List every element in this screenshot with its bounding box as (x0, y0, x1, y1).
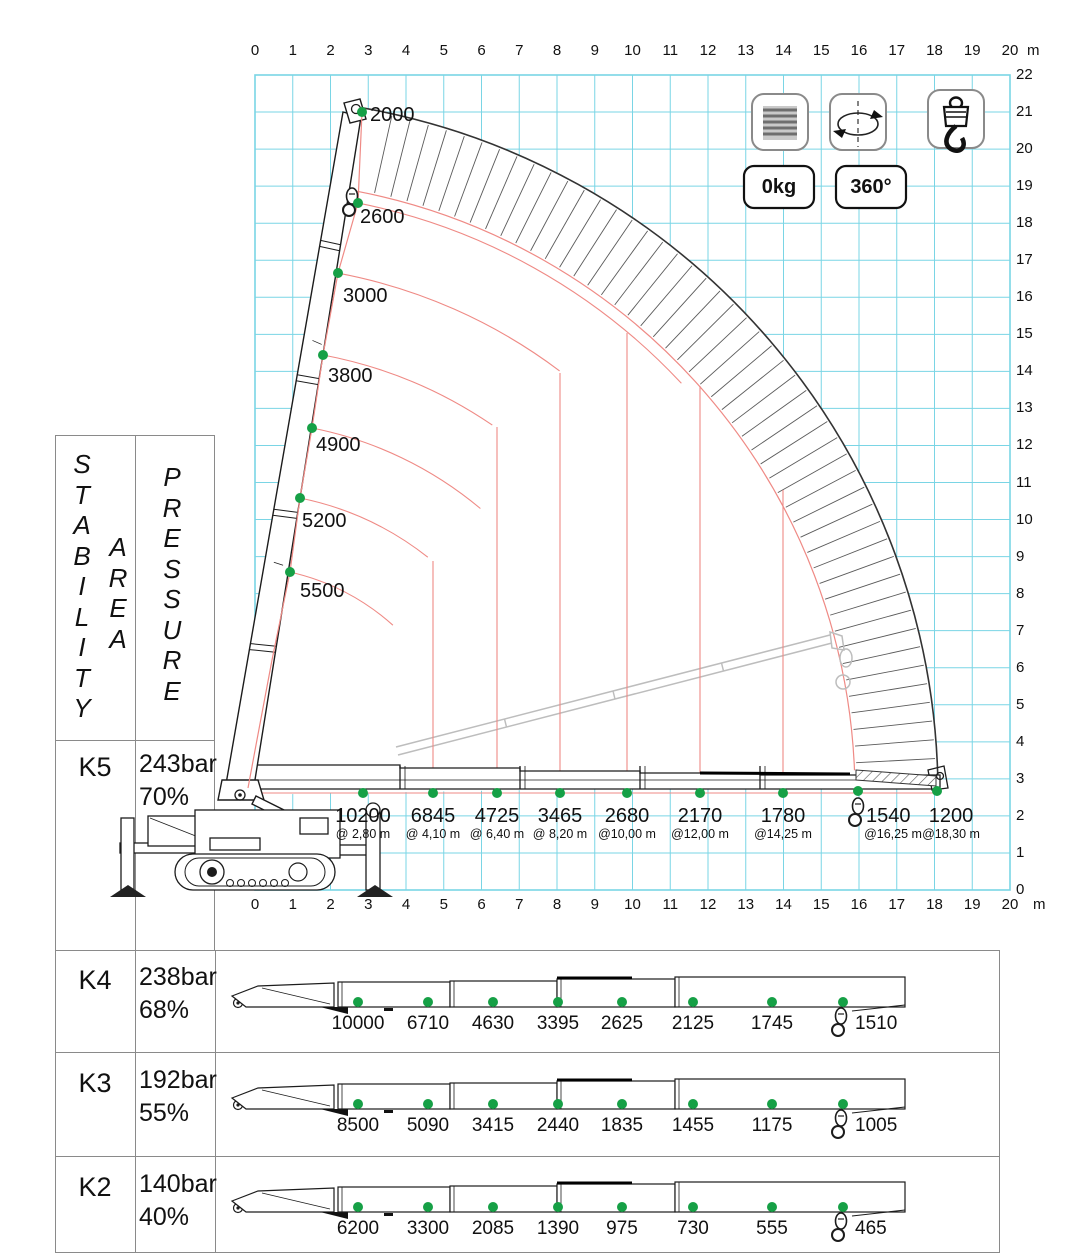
y-axis-tick: 9 (1016, 547, 1025, 565)
outreach-load-label: 10200 (335, 805, 391, 827)
row-load-label: 1455 (671, 1115, 715, 1136)
y-axis-tick: 6 (1016, 658, 1025, 676)
row-load-label: 2625 (600, 1013, 644, 1034)
x-axis-tick-bottom: 2 (326, 896, 335, 913)
y-axis-tick: 10 (1016, 510, 1033, 528)
load-point (423, 1099, 433, 1109)
load-point (617, 1202, 627, 1212)
x-axis-tick-top: 9 (590, 42, 599, 59)
row-load-label: 1510 (855, 1013, 898, 1034)
x-axis-unit-bottom: m (1033, 896, 1046, 913)
x-axis-tick-bottom: 11 (662, 896, 679, 913)
x-axis-tick-top: 2 (326, 42, 335, 59)
config-k5-pressure: 243bar (139, 750, 217, 778)
area-label: A R E A (108, 532, 128, 654)
x-axis-tick-bottom: 13 (737, 896, 755, 913)
load-point (358, 788, 368, 798)
load-point (492, 788, 502, 798)
config-k2-key: K2 (78, 1172, 112, 1202)
y-axis-tick: 7 (1016, 621, 1025, 639)
config-k3-stability: 55% (139, 1099, 190, 1127)
pressure-label: P R E S S U R E (162, 462, 182, 706)
x-axis-tick-bottom: 15 (812, 896, 830, 913)
x-axis-tick-bottom: 14 (775, 896, 792, 913)
row-load-label: 4630 (471, 1013, 515, 1034)
x-axis-tick-top: 6 (477, 42, 486, 59)
x-axis-tick-bottom: 3 (364, 896, 373, 913)
load-point (838, 1202, 848, 1212)
y-axis-tick: 20 (1016, 140, 1033, 158)
load-point (333, 268, 343, 278)
rotation-360-icon[interactable] (830, 94, 886, 150)
row-load-label: 5090 (406, 1115, 450, 1136)
y-axis-tick: 16 (1016, 288, 1033, 306)
config-k5-stability: 70% (139, 783, 190, 811)
config-k4-key: K4 (78, 965, 112, 995)
x-axis-tick-bottom: 16 (850, 896, 868, 913)
load-point (553, 1202, 563, 1212)
boom-load-label: 4900 (316, 434, 361, 456)
row-load-label: 2085 (471, 1218, 515, 1239)
load-point (838, 997, 848, 1007)
x-axis-tick-top: 3 (364, 42, 373, 59)
config-k2-stability: 40% (139, 1203, 190, 1231)
y-axis-tick: 1 (1016, 843, 1025, 861)
x-axis-tick-top: 0 (250, 42, 260, 59)
y-axis-tick: 18 (1016, 214, 1033, 232)
load-point (767, 1099, 777, 1109)
outreach-distance-label: @16,25 m (864, 827, 922, 841)
row-load-label: 8500 (336, 1115, 380, 1136)
load-point (838, 1099, 848, 1109)
x-axis-tick-top: 13 (737, 42, 755, 59)
config-k3-pressure: 192bar (139, 1066, 217, 1094)
x-axis-tick-bottom: 19 (963, 896, 981, 913)
boom-load-label: 5200 (302, 510, 347, 532)
load-point (285, 567, 295, 577)
y-axis-tick: 8 (1016, 584, 1025, 602)
boom-load-label: 5500 (300, 580, 345, 602)
y-axis-tick: 13 (1016, 399, 1033, 417)
load-point (423, 1202, 433, 1212)
load-point (767, 997, 777, 1007)
y-axis-tick: 2 (1016, 806, 1025, 824)
load-point (778, 788, 788, 798)
stability-label: S T A B I L I T Y (73, 449, 91, 723)
y-axis-tick: 22 (1016, 66, 1033, 83)
row-load-label: 1390 (536, 1218, 580, 1239)
outreach-load-label: 2680 (604, 805, 650, 827)
load-point (617, 997, 627, 1007)
row-load-label: 1175 (751, 1115, 793, 1136)
x-axis-tick-bottom: 4 (401, 896, 411, 913)
x-axis-tick-top: 11 (662, 42, 679, 59)
load-point (767, 1202, 777, 1212)
outreach-load-label: 1780 (760, 805, 806, 827)
x-axis-tick-bottom: 18 (926, 896, 943, 913)
outreach-distance-label: @14,25 m (754, 827, 812, 841)
y-axis-tick: 4 (1016, 732, 1025, 750)
load-point (622, 788, 632, 798)
outreach-load-label: 1540 (866, 805, 911, 827)
slew-range-value[interactable]: 360° (850, 176, 892, 198)
load-point (932, 786, 942, 796)
row-load-label: 6200 (336, 1218, 380, 1239)
load-point (353, 1099, 363, 1109)
outreach-load-label: 3465 (537, 805, 583, 827)
row-load-label: 3415 (471, 1115, 515, 1136)
x-axis-tick-top: 14 (775, 42, 792, 59)
load-point (695, 788, 705, 798)
outreach-distance-label: @ 8,20 m (532, 827, 588, 841)
load-point (555, 788, 565, 798)
x-axis-tick-bottom: 10 (624, 896, 641, 913)
boom-load-label: 2600 (360, 206, 405, 228)
load-point (423, 997, 433, 1007)
x-axis-tick-top: 18 (926, 42, 943, 59)
boom-load-label: 3800 (328, 365, 373, 387)
load-point (553, 1099, 563, 1109)
load-point (295, 493, 305, 503)
load-point (617, 1099, 627, 1109)
row-load-label: 730 (677, 1218, 709, 1239)
y-axis-tick: 21 (1016, 103, 1033, 121)
row-load-label: 3300 (406, 1218, 450, 1239)
outreach-distance-label: @10,00 m (598, 827, 656, 841)
x-axis-tick-top: 5 (439, 42, 448, 59)
outreach-load-label: 2170 (677, 805, 723, 827)
load-point (353, 1202, 363, 1212)
x-axis-tick-top: 10 (624, 42, 641, 59)
x-axis-tick-top: 7 (515, 42, 524, 59)
x-axis-tick-top: 20 (1001, 42, 1019, 59)
load-point (553, 997, 563, 1007)
load-point (488, 1202, 498, 1212)
y-axis-tick: 11 (1016, 473, 1032, 491)
outreach-load-label: 4725 (474, 805, 520, 827)
load-point (318, 350, 328, 360)
load-point (307, 423, 317, 433)
counterweight-icon[interactable] (752, 94, 808, 150)
y-axis-tick: 14 (1016, 362, 1033, 380)
x-axis-tick-bottom: 12 (699, 896, 717, 913)
row-load-label: 6710 (406, 1013, 450, 1034)
x-axis-tick-top: 8 (552, 42, 562, 59)
outreach-distance-label: @ 2,80 m (335, 827, 391, 841)
outreach-distance-label: @ 6,40 m (469, 827, 525, 841)
row-load-label: 2125 (671, 1013, 715, 1034)
load-point (488, 997, 498, 1007)
load-point (688, 1099, 698, 1109)
boom-load-label: 3000 (343, 285, 388, 307)
y-axis-tick: 19 (1016, 177, 1033, 195)
x-axis-tick-bottom: 6 (477, 896, 486, 913)
config-k4-pressure: 238bar (139, 963, 217, 991)
row-load-label: 1005 (855, 1115, 898, 1136)
boom-load-label: 2000 (370, 104, 415, 126)
row-load-label: 2440 (536, 1115, 580, 1136)
x-axis-tick-top: 1 (288, 42, 297, 59)
outreach-distance-label: @ 4,10 m (405, 827, 461, 841)
row-load-label: 975 (606, 1218, 638, 1239)
row-load-label: 10000 (331, 1013, 385, 1034)
x-axis-tick-bottom: 7 (515, 896, 524, 913)
row-load-label: 1745 (750, 1013, 794, 1034)
load-point (688, 997, 698, 1007)
counterweight-value[interactable]: 0kg (761, 176, 797, 198)
x-axis-tick-bottom: 9 (590, 896, 599, 913)
outreach-distance-label: @12,00 m (671, 827, 729, 841)
load-point (353, 997, 363, 1007)
x-axis-tick-bottom: 8 (552, 896, 562, 913)
y-axis-tick: 5 (1016, 695, 1025, 713)
config-k4-stability: 68% (139, 996, 190, 1024)
load-point (428, 788, 438, 798)
row-load-label: 555 (756, 1218, 788, 1239)
load-point (488, 1099, 498, 1109)
x-axis-tick-top: 17 (888, 42, 906, 59)
config-k3-key: K3 (78, 1068, 112, 1098)
load-point (688, 1202, 698, 1212)
load-point (357, 107, 367, 117)
x-axis-tick-bottom: 1 (288, 896, 297, 913)
config-k2-pressure: 140bar (139, 1170, 217, 1198)
x-axis-tick-top: 16 (850, 42, 868, 59)
y-axis-tick: 12 (1016, 436, 1033, 454)
x-axis-unit-top: m (1027, 42, 1040, 59)
config-k5-key: K5 (78, 752, 112, 782)
outreach-distance-label: @18,30 m (922, 827, 980, 841)
load-point (853, 786, 863, 796)
x-axis-tick-bottom: 20 (1001, 896, 1019, 913)
outreach-load-label: 6845 (410, 805, 456, 827)
y-axis-tick: 0 (1016, 881, 1025, 898)
hook-icon[interactable] (928, 90, 984, 151)
outreach-load-label: 1200 (928, 805, 974, 827)
row-load-label: 465 (855, 1218, 887, 1239)
y-axis-tick: 15 (1016, 325, 1033, 343)
x-axis-tick-bottom: 5 (439, 896, 448, 913)
x-axis-tick-bottom: 0 (250, 896, 260, 913)
x-axis-tick-bottom: 17 (888, 896, 906, 913)
x-axis-tick-top: 15 (812, 42, 830, 59)
y-axis-tick: 17 (1016, 251, 1033, 269)
x-axis-tick-top: 19 (963, 42, 981, 59)
row-load-label: 1835 (600, 1115, 644, 1136)
y-axis-tick: 3 (1016, 769, 1025, 787)
x-axis-tick-top: 4 (401, 42, 411, 59)
x-axis-tick-top: 12 (699, 42, 717, 59)
row-load-label: 3395 (536, 1013, 580, 1034)
